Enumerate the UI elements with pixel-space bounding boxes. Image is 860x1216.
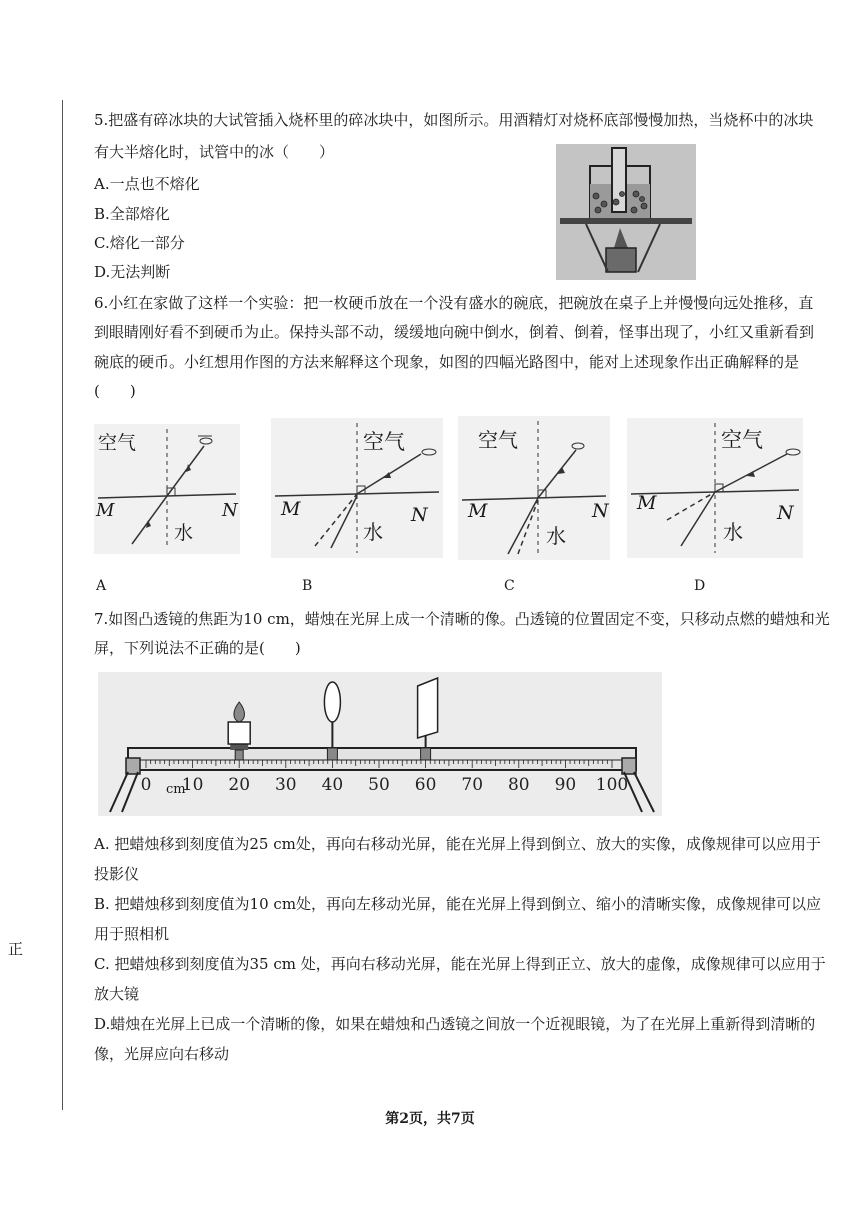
ruler-tick-label: 100: [595, 775, 629, 795]
q6-label-d: D: [694, 578, 706, 594]
lens-slider: [327, 748, 337, 760]
q6-stem-line-3: 碗底的硬币。小红想用作图的方法来解释这个现象，如图的四幅光路图中，能对上述现象作出正确解释的是: [94, 353, 800, 371]
q6-d-m-label: M: [637, 492, 657, 514]
ruler-tick-label: 0: [140, 775, 152, 795]
q5-stem-line-1: 5.把盛有碎冰块的大试管插入烧杯里的碎冰块中，如图所示。用酒精灯对烧杯底部慢慢加热，当烧杯中的冰块: [94, 111, 814, 129]
q6-stem-line-4: ( ): [94, 382, 136, 400]
q6-label-c: C: [504, 578, 515, 594]
ruler-tick-label: 20: [228, 775, 251, 795]
q6-a-air-label: 空气: [98, 432, 137, 454]
q7-option-a-line-1: A. 把蜡烛移到刻度值为25 cm处，再向右移动光屏，能在光屏上得到倒立、放大的实像，成像规律可以应用于: [94, 835, 821, 853]
q6-label-b: B: [302, 578, 313, 594]
ruler-tick-label: 50: [368, 775, 390, 795]
q6-c-n-label: N: [592, 500, 609, 522]
q6-diagram-c: [458, 416, 610, 560]
q6-a-n-label: N: [222, 500, 238, 521]
q7-ruler-unit: cm: [166, 782, 186, 797]
q6-a-m-label: M: [96, 500, 115, 521]
q6-c-air-label: 空气: [478, 428, 518, 452]
ruler-tick-label: 70: [461, 775, 484, 795]
q6-d-n-label: N: [777, 502, 794, 524]
q6-diagram-b: [271, 418, 443, 558]
candle-slider: [235, 750, 243, 760]
candle: [228, 722, 250, 744]
q6-label-a: A: [96, 578, 107, 594]
q7-option-c-line-1: C. 把蜡烛移到刻度值为35 cm 处，再向右移动光屏，能在光屏上得到正立、放大的虚像，成像规律可以应用于: [94, 955, 826, 973]
q6-d-air-label: 空气: [721, 428, 763, 452]
q5-option-a: A.一点也不熔化: [94, 175, 200, 193]
q7-option-d-line-1: D.蜡烛在光屏上已成一个清晰的像，如果在蜡烛和凸透镜之间放一个近视眼镜，为了在光屏上重新得到清晰的: [94, 1015, 816, 1033]
q7-option-d-line-2: 像，光屏应向右移动: [94, 1045, 230, 1063]
ruler-tick-label: 40: [321, 775, 344, 795]
q6-c-m-label: M: [468, 500, 488, 522]
q5-option-d: D.无法判断: [94, 263, 171, 281]
convex-lens: [324, 682, 340, 722]
q5-option-b: B.全部熔化: [94, 205, 170, 223]
side-char: 正: [8, 940, 24, 958]
q5-option-c: C.熔化一部分: [94, 234, 185, 252]
q6-stem-line-2: 到眼睛刚好看不到硬币为止。保持头部不动，缓缓地向碗中倒水，倒着、倒着，怪事出现了，小红又重新看到: [94, 323, 815, 341]
q7-option-c-line-2: 放大镜: [94, 985, 140, 1003]
q7-option-b-line-2: 用于照相机: [94, 925, 170, 943]
candle-flame: [234, 702, 245, 722]
q7-option-a-line-2: 投影仪: [94, 865, 140, 883]
ruler-tick-label: 60: [414, 775, 437, 795]
q7-optical-bench-figure: [98, 672, 662, 816]
light-screen: [418, 678, 438, 738]
page-footer: 第2页，共7页: [385, 1111, 475, 1127]
q6-stem-line-1: 6.小红在家做了这样一个实验：把一枚硬币放在一个没有盛水的碗底，把碗放在桌子上并慢慢向远处推移，直: [94, 294, 814, 312]
q7-option-b-line-1: B. 把蜡烛移到刻度值为10 cm处，再向左移动光屏，能在光屏上得到倒立、缩小的清晰实像，成像规律可以应: [94, 895, 822, 913]
q6-b-n-label: N: [411, 504, 428, 526]
ruler-tick-label: 90: [554, 775, 577, 795]
q7-stem-line-1: 7.如图凸透镜的焦距为10 cm，蜡烛在光屏上成一个清晰的像。凸透镜的位置固定不变，只移动点燃的蜡烛和光: [94, 610, 830, 628]
q6-b-m-label: M: [281, 498, 301, 520]
q5-beaker-figure: [556, 144, 696, 280]
q6-c-water-label: 水: [546, 524, 566, 548]
ruler-tick-label: 30: [274, 775, 297, 795]
q6-diagram-a: [94, 424, 240, 554]
margin-line: [62, 100, 63, 1110]
screen-slider: [421, 748, 431, 760]
q6-diagram-d: [627, 418, 803, 558]
q6-b-water-label: 水: [363, 520, 383, 544]
ruler-tick-label: 80: [507, 775, 530, 795]
q6-b-air-label: 空气: [363, 430, 405, 454]
q5-stem-line-2: 有大半熔化时，试管中的冰（ ）: [94, 143, 335, 161]
q7-stem-line-2: 屏，下列说法不正确的是( ): [94, 639, 301, 657]
q6-a-water-label: 水: [174, 522, 194, 544]
q6-d-water-label: 水: [723, 520, 743, 544]
ruler-tick-label: 10: [181, 775, 204, 795]
